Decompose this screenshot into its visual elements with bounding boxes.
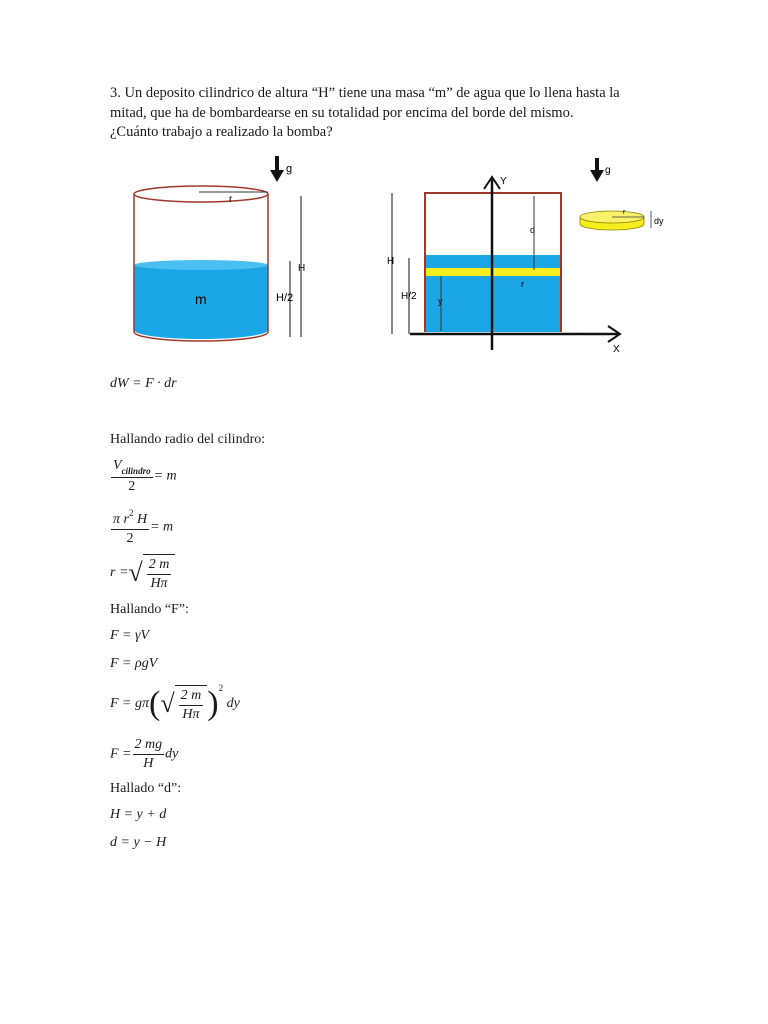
denominator-2: 2 — [128, 479, 136, 494]
H2-label-left: H/2 — [276, 292, 294, 304]
cross-section-figure — [387, 158, 664, 355]
d-label: d — [530, 225, 536, 235]
H-label-left: H — [298, 263, 306, 274]
eq-radius — [110, 554, 175, 592]
eq-work: dW = F · dr — [110, 376, 177, 391]
cylinder-top-rim — [134, 186, 268, 202]
f4-dy: dy — [165, 746, 179, 762]
eq-f1: F = γV — [110, 628, 150, 643]
f3-num-2m: 2 m — [179, 688, 204, 706]
heading-d: Hallado “d”: — [110, 781, 182, 796]
water-surface — [134, 260, 268, 270]
f4-lhs: F = — [110, 746, 132, 762]
figures — [0, 0, 768, 380]
eq-m-1: = m — [153, 468, 177, 484]
num-2mg: 2 mg — [133, 737, 165, 755]
eq-pir2H — [110, 508, 173, 547]
heading-radio: Hallando radio del cilindro: — [110, 432, 266, 447]
eq-f2: F = ρgV — [110, 656, 158, 671]
v-symbol: V — [113, 458, 122, 473]
Y-axis-label: Y — [500, 176, 507, 187]
eq-volume — [110, 458, 177, 495]
eq-m-2: = m — [150, 519, 174, 535]
r-label-left: r — [229, 194, 233, 205]
H-symbol: H — [136, 512, 148, 527]
r-squared: 2 — [128, 508, 134, 518]
r-equals: r = — [110, 565, 129, 581]
dy-label: dy — [654, 216, 664, 226]
problem-line-3: ¿Cuánto trabajo a realizado la bomba? — [110, 124, 333, 140]
v-subscript: cilindro — [121, 466, 151, 476]
problem-line-2: mitad, que ha de bombardearse en su totalidad por encima del borde del mismo. — [110, 104, 574, 121]
disk-element — [580, 211, 651, 230]
f3-dy: dy — [226, 696, 240, 711]
volume-fraction — [111, 458, 153, 495]
y-label: y — [438, 296, 443, 306]
cylinder-figure — [134, 156, 305, 341]
r-label-right: r — [521, 279, 524, 289]
gravity-arrow-left — [270, 156, 284, 182]
den-Hpi: Hπ — [150, 576, 168, 591]
f3-square: 2 — [218, 683, 224, 693]
f3-lhs: F = gπ — [110, 696, 150, 711]
denominator-2b: 2 — [126, 531, 134, 546]
g-label-right: g — [605, 165, 611, 176]
eq-d2: d = y − H — [110, 835, 167, 850]
eq-f4 — [110, 737, 178, 772]
eq-d1: H = y + d — [110, 807, 167, 822]
g-label-left: g — [286, 163, 293, 175]
eq-f3: F = gπ(√ $\frac{2 m}{H\pi}$ )$^2$ dy — [110, 683, 240, 722]
den-H: H — [143, 756, 154, 771]
gravity-arrow-right — [590, 158, 604, 182]
pir2H-fraction — [111, 508, 149, 547]
f3-den-Hpi: Hπ — [182, 706, 200, 722]
pi-r: π r — [113, 512, 129, 527]
num-2m: 2 m — [147, 557, 172, 575]
sqrt-radius: √ $\frac{2 m}{H\pi}$ — [128, 554, 175, 592]
heading-F: Hallando “F”: — [110, 602, 189, 617]
X-axis-label: X — [613, 344, 620, 355]
disk-r-label: r — [623, 209, 626, 216]
H-label-right: H — [387, 256, 395, 267]
m-label: m — [195, 291, 207, 307]
H2-label-right: H/2 — [401, 291, 417, 302]
problem-line-1: 3. Un deposito cilindrico de altura “H” tiene una masa “m” de agua que lo llena hasta la — [110, 85, 620, 101]
